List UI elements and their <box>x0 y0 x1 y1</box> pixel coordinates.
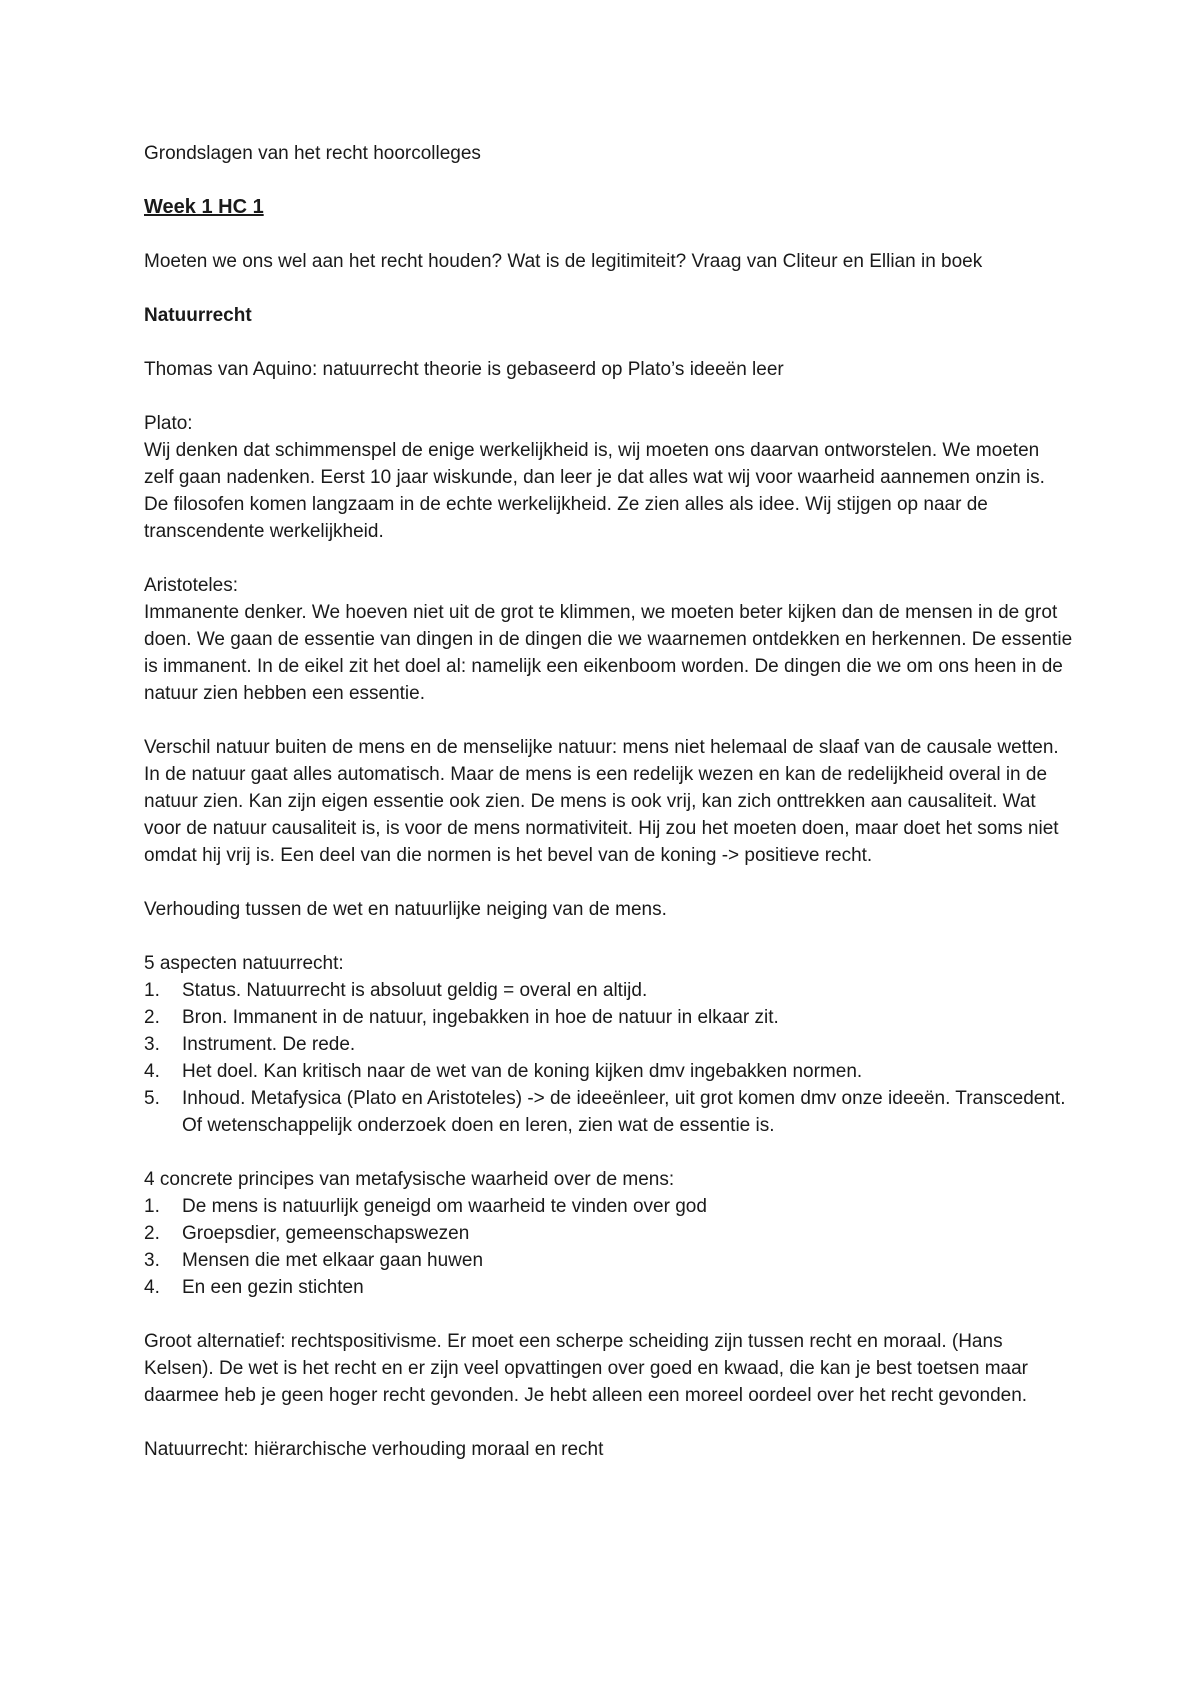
list-item <box>144 1085 1074 1139</box>
list-item <box>144 1004 1074 1031</box>
list-item-text: Groepsdier, gemeenschapswezen <box>182 1223 470 1244</box>
plato-label: Plato: <box>144 413 193 434</box>
aspecten-label: 5 aspecten natuurrecht: <box>144 953 344 974</box>
verhouding-paragraph: Verhouding tussen de wet en natuurlijke neiging van de mens. <box>144 899 667 920</box>
principes-list <box>144 1193 1074 1301</box>
list-item <box>144 1220 1074 1247</box>
week-heading: Week 1 HC 1 <box>144 196 264 218</box>
list-number: 5. <box>144 1088 160 1109</box>
aristoteles-label: Aristoteles: <box>144 575 238 596</box>
list-item-text: De mens is natuurlijk geneigd om waarheid te vinden over god <box>182 1196 707 1217</box>
list-item-text: Mensen die met elkaar gaan huwen <box>182 1250 484 1271</box>
section-heading-natuurrecht: Natuurrecht <box>144 305 252 326</box>
aristoteles-text: Immanente denker. We hoeven niet uit de grot te klimmen, we moeten beter kijken dan de mensen in de grot doen. We gaan de essentie van dingen in de dingen die we waarnemen ontdekken en herkennen. De essentie is immanent. In de eikel zit het doel al: namelijk een eikenboom worden. De dingen die we om ons heen in de natuur zien hebben een essentie. <box>144 602 1073 704</box>
list-item <box>144 1193 1074 1220</box>
aspecten-list <box>144 977 1074 1139</box>
list-item-text: Bron. Immanent in de natuur, ingebakken in hoe de natuur in elkaar zit. <box>182 1007 779 1028</box>
list-number: 1. <box>144 1196 160 1217</box>
list-number: 2. <box>144 1223 160 1244</box>
plato-block <box>144 410 1074 545</box>
document-page <box>144 140 1074 1463</box>
list-item-text: Het doel. Kan kritisch naar de wet van de koning kijken dmv ingebakken normen. <box>182 1061 863 1082</box>
groot-alternatief-paragraph: Groot alternatief: rechtspositivisme. Er moet een scherpe scheiding zijn tussen recht en moraal. (Hans Kelsen). De wet is het recht en er zijn veel opvattingen over goed en kwaad, die kan je best toetsen maar daarmee heb je geen hoger recht gevonden. Je hebt alleen een moreel oordeel over het recht gevonden. <box>144 1331 1029 1406</box>
list-item <box>144 977 1074 1004</box>
list-number: 3. <box>144 1250 160 1271</box>
verschil-paragraph: Verschil natuur buiten de mens en de menselijke natuur: mens niet helemaal de slaaf van de causale wetten. In de natuur gaat alles automatisch. Maar de mens is een redelijk wezen en kan de redelijkheid overal in de natuur zien. Kan zijn eigen essentie ook zien. De mens is ook vrij, kan zich onttrekken aan causaliteit. Wat voor de natuur causaliteit is, is voor de mens normativiteit. Hij zou het moeten doen, maar doet het soms niet omdat hij vrij is. Een deel van die normen is het bevel van de koning -> positieve recht. <box>144 737 1059 866</box>
aquino-paragraph: Thomas van Aquino: natuurrecht theorie is gebaseerd op Plato’s ideeën leer <box>144 359 784 380</box>
list-item <box>144 1274 1074 1301</box>
aristoteles-block <box>144 572 1074 707</box>
list-number: 2. <box>144 1007 160 1028</box>
list-item-text: Instrument. De rede. <box>182 1034 356 1055</box>
list-item-text: Inhoud. Metafysica (Plato en Aristoteles) -> de ideeënleer, uit grot komen dmv onze ideeën. Transcedent. Of wetenschappelijk onderzoek doen en leren, zien wat de essentie is. <box>182 1088 1066 1136</box>
plato-text: Wij denken dat schimmenspel de enige werkelijkheid is, wij moeten ons daarvan ontworstelen. We moeten zelf gaan nadenken. Eerst 10 jaar wiskunde, dan leer je dat alles wat wij voor waarheid aannemen onzin is. De filosofen komen langzaam in de echte werkelijkheid. Ze zien alles als idee. Wij stijgen op naar de transcendente werkelijkheid. <box>144 440 1045 542</box>
list-item <box>144 1058 1074 1085</box>
principes-label: 4 concrete principes van metafysische waarheid over de mens: <box>144 1169 675 1190</box>
document-title: Grondslagen van het recht hoorcolleges <box>144 143 481 164</box>
list-number: 3. <box>144 1034 160 1055</box>
list-item-text: Status. Natuurrecht is absoluut geldig = overal en altijd. <box>182 980 648 1001</box>
list-item <box>144 1247 1074 1274</box>
list-item-text: En een gezin stichten <box>182 1277 364 1298</box>
list-number: 4. <box>144 1277 160 1298</box>
list-item <box>144 1031 1074 1058</box>
natuurrecht-slot-paragraph: Natuurrecht: hiërarchische verhouding moraal en recht <box>144 1439 604 1460</box>
list-number: 1. <box>144 980 160 1001</box>
intro-paragraph: Moeten we ons wel aan het recht houden? Wat is de legitimiteit? Vraag van Cliteur en Ellian in boek <box>144 251 983 272</box>
list-number: 4. <box>144 1061 160 1082</box>
